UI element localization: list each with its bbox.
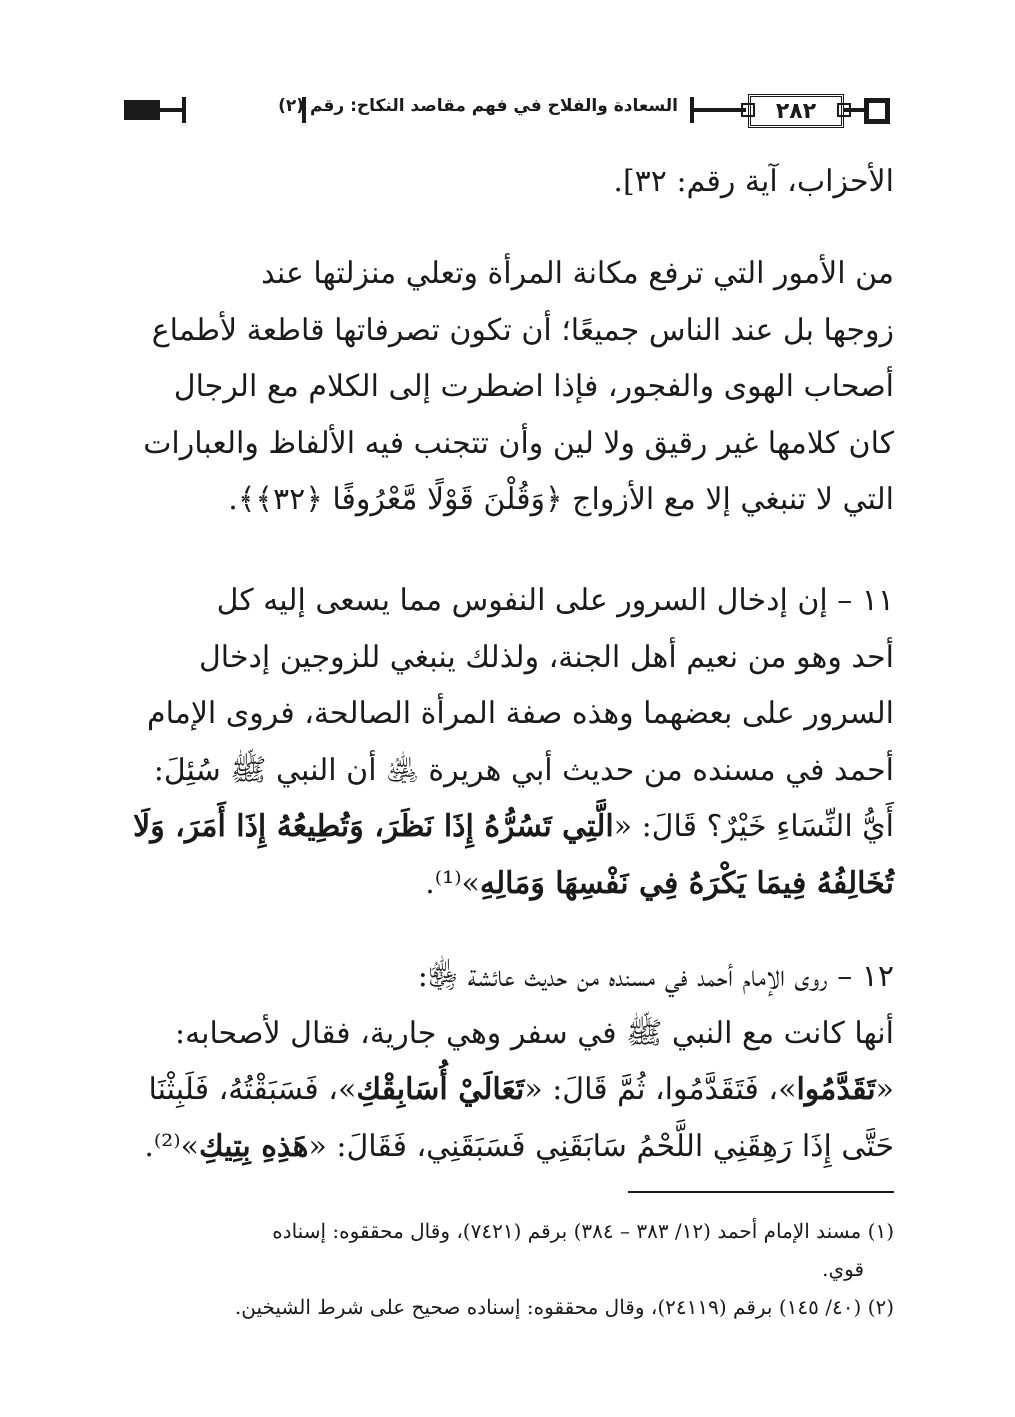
paragraph-item-11 — [122, 573, 894, 912]
paragraph-text — [122, 573, 894, 912]
footnote-ref-2: »⁽²⁾. — [144, 1128, 200, 1164]
paragraph-text: من الأمور التي ترفع مكانة المرأة وتعلي منزلتها عند زوجها بل عند الناس جميعًا؛ أن تكون تصرفاتها قاطعة لأطماع أصحاب الهوى والفجور، فإذا اضطرت إلى الكلام مع الرجال كان كلامها غير رقيق ولا لين وأن تتجنب فيه الألفاظ والعبارات التي لا تنبغي إلا مع الأزواج ﴿وَقُلْنَ قَوْلًا مَّعْرُوفًا ﴿٣٢﴾﴾. — [143, 256, 894, 517]
continuation-line — [122, 154, 894, 211]
footnote-1-continuation: قوي. — [822, 1257, 864, 1281]
footnote-1: (١) مسند الإمام أحمد (١٢/ ٣٨٣ – ٣٨٤) برقم (٧٤٢١)، وقال محققوه: إسناده — [272, 1219, 894, 1243]
hadith-quote: الَّتِي تَسُرُّهُ إِذَا نَظَرَ، وَتُطِيعُهُ إِذَا أَمَرَ، وَلَا تُخَالِفُهُ فِيمَا يَكْرَهُ فِي نَفْسِهَا وَمَالِهِ — [133, 809, 894, 901]
header-rule — [160, 108, 182, 112]
book-title: السعادة والفلاح في فهم مقاصد النكاح: رقم (٢) — [278, 96, 678, 116]
header-rule — [182, 97, 186, 123]
narration-text: »، فَسَبَقْتُهُ، فَلَبِثْنَا حَتَّى إِذَا رَهِقَنِي اللَّحْمُ سَابَقَنِي فَسَبَقَنِي، فَقَالَ: « — [148, 1072, 894, 1164]
hadith-quote: هَذِهِ بِتِيكِ — [199, 1128, 309, 1164]
paragraph-text — [122, 949, 894, 1175]
header-ornament-right — [864, 98, 890, 124]
narration-text: »، فَتَقَدَّمُوا، ثُمَّ قَالَ: « — [524, 1072, 797, 1107]
hadith-quote: تَعَالَيْ أُسَابِقْكِ — [356, 1072, 525, 1107]
paragraph-intro: ١١ – إن إدخال السرور على النفوس مما يسعى إليه كل أحد وهو من نعيم أهل الجنة، ولذلك ينبغي للزوجين إدخال السرور على بعضهما وهذه صفة المرأة الصالحة، فروى الإمام أحمد في مسنده من حديث أبي هريرة ﵁ أن النبي ﷺ سُئِلَ: أَيُّ النِّسَاءِ خَيْرٌ؟ قَالَ: « — [147, 583, 894, 844]
paragraph-item-12 — [122, 949, 894, 1175]
hadith-quote: تَقَدَّمُوا — [796, 1072, 876, 1107]
header-rule — [694, 108, 746, 112]
running-header — [122, 92, 894, 136]
footnote-separator — [628, 1191, 894, 1193]
page-number: ٢٨٢ — [748, 94, 844, 128]
header-ornament-left — [124, 100, 160, 120]
continuation-text: الأحزاب، آية رقم: ٣٢]. — [613, 164, 894, 199]
footnotes — [122, 1212, 894, 1326]
footnote-2: (٢) (٤٠/ ١٤٥) برقم (٢٤١١٩)، وقال محققوه: إسناده صحيح على شرط الشيخين. — [234, 1295, 894, 1319]
paragraph-intro: ١٢ – روى الإمام أحمد في مسنده من حديث عائشة ﵂: أنها كانت مع النبي ﷺ في سفر وهي جارية، فقال لأصحابه: « — [174, 959, 894, 1107]
paragraph — [122, 246, 894, 529]
header-rule — [844, 108, 864, 112]
footnote-ref-1: »⁽¹⁾. — [425, 865, 480, 901]
